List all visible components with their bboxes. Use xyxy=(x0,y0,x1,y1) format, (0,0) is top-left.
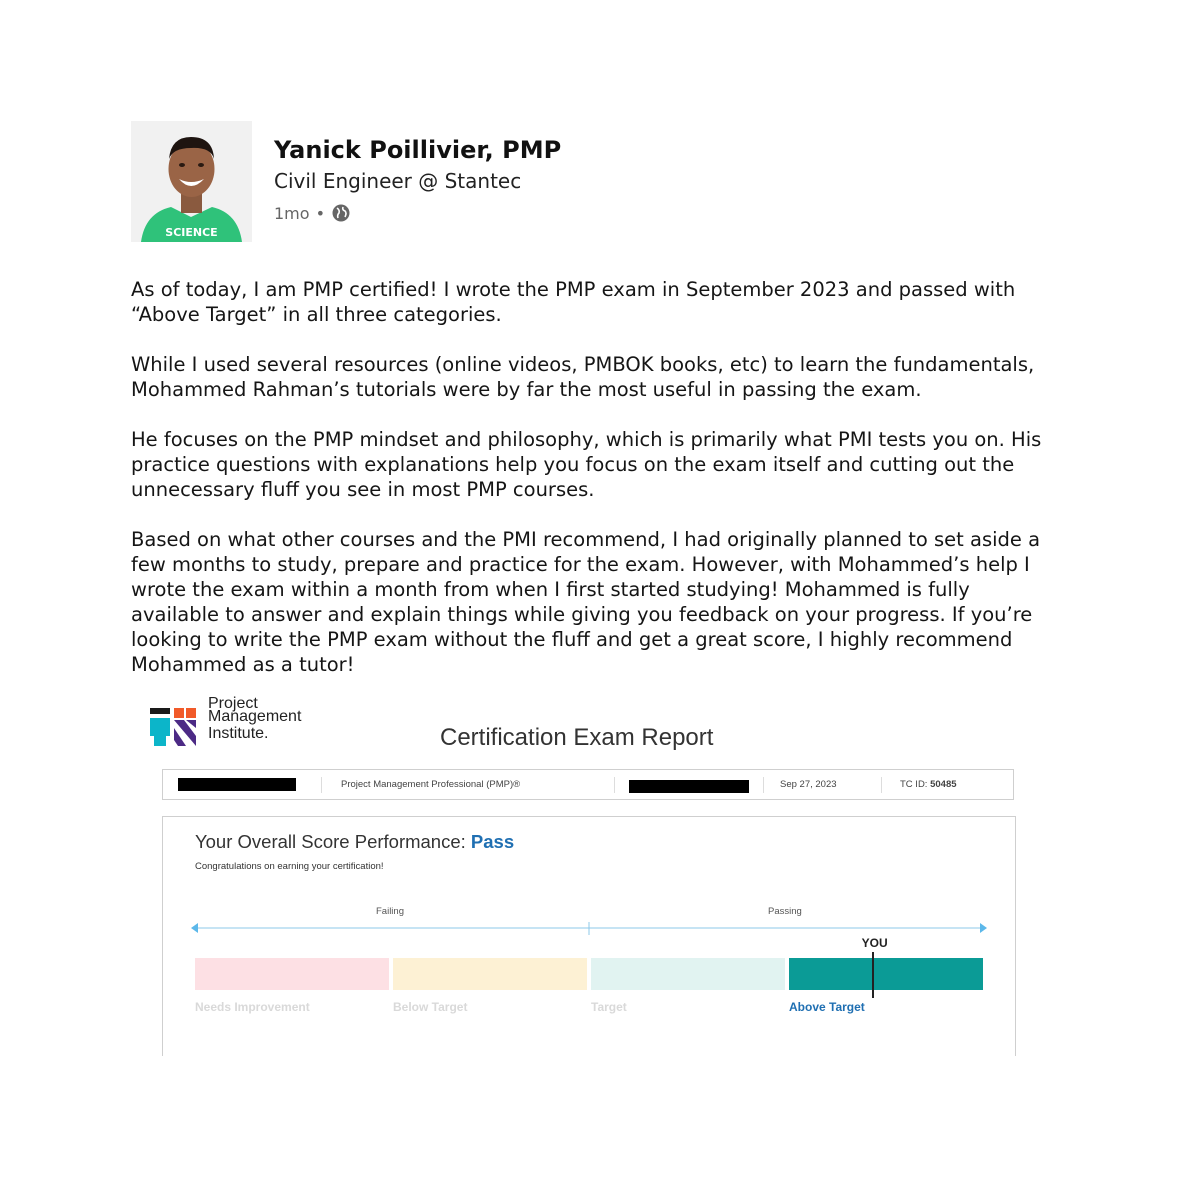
score-result: Pass xyxy=(470,831,515,852)
post-paragraph: Based on what other courses and the PMI recommend, I had originally planned to set aside a few months to study, prepare and practice for the exam. However, with Mohammed’s help I wrote the exam within a month from when I first started studying! Mohammed is fully available to answer and explain things while giving you feedback on your progress. If you’re looking to write the PMP exam without the fluff and get a great score, I highly recommend Mohammed as a tutor! xyxy=(131,528,1041,676)
band-target xyxy=(591,958,785,990)
scale-failing-label: Failing xyxy=(376,906,404,917)
exam-report-image[interactable] xyxy=(140,695,1030,1050)
info-divider xyxy=(763,777,764,793)
congrats-text: Congratulations on earning your certification! xyxy=(195,861,384,872)
band-label: Target xyxy=(591,1000,627,1014)
globe-icon xyxy=(331,203,351,223)
band-needs-improvement xyxy=(195,958,389,990)
avatar-shirt-text: SCIENCE xyxy=(165,226,218,239)
band-label: Above Target xyxy=(789,1000,865,1014)
meta-separator: • xyxy=(315,203,325,223)
report-title: Certification Exam Report xyxy=(440,724,714,751)
info-divider xyxy=(321,777,322,793)
band-below-target xyxy=(393,958,587,990)
score-performance-panel xyxy=(162,816,1016,1056)
score-heading-label: Your Overall Score Performance: xyxy=(195,831,466,852)
post-paragraph: He focuses on the PMP mindset and philosophy, which is primarily what PMI tests you on. His practice questions with explanations help you focus on the exam itself and cutting out the unnecessary fluff you see in most PMP courses. xyxy=(131,428,1042,501)
band-label: Below Target xyxy=(393,1000,468,1014)
avatar[interactable] xyxy=(131,121,252,242)
band-label: Needs Improvement xyxy=(195,1000,310,1014)
pmi-logo-line3: Institute. xyxy=(208,725,269,742)
pass-fail-scale xyxy=(191,917,987,937)
score-heading xyxy=(195,831,514,853)
exam-date: Sep 27, 2023 xyxy=(780,779,837,790)
you-marker xyxy=(872,952,874,998)
tc-id xyxy=(900,779,957,790)
pmi-logo-text xyxy=(208,695,302,742)
scale-arrow-left-icon xyxy=(191,923,198,933)
author-name[interactable]: Yanick Poillivier, PMP xyxy=(274,136,562,164)
scale-arrow-right-icon xyxy=(980,923,987,933)
band-above-target xyxy=(789,958,983,990)
certification-name: Project Management Professional (PMP)® xyxy=(341,779,521,790)
tc-id-label: TC ID: xyxy=(900,779,928,790)
tc-id-value: 50485 xyxy=(930,779,957,790)
post-body xyxy=(131,277,1061,702)
redacted-id xyxy=(629,780,749,793)
pmi-logo-line1: Project xyxy=(208,695,258,712)
pmi-logo-icon xyxy=(150,706,202,748)
post-paragraph: While I used several resources (online videos, PMBOK books, etc) to learn the fundamentals, Mohammed Rahman’s tutorials were by far the most useful in passing the exam. xyxy=(131,353,1035,401)
info-divider xyxy=(614,777,615,793)
scale-passing-label: Passing xyxy=(768,906,802,917)
redacted-name xyxy=(178,778,296,791)
author-headline: Civil Engineer @ Stantec xyxy=(274,169,522,193)
you-label: YOU xyxy=(861,936,888,950)
post-meta xyxy=(274,203,351,223)
post-time: 1mo xyxy=(274,203,310,223)
post-paragraph: As of today, I am PMP certified! I wrote the PMP exam in September 2023 and passed with “Above Target” in all three categories. xyxy=(131,278,1016,326)
report-info-bar xyxy=(162,769,1014,800)
pmi-logo-line2: Management xyxy=(208,708,302,725)
info-divider xyxy=(881,777,882,793)
